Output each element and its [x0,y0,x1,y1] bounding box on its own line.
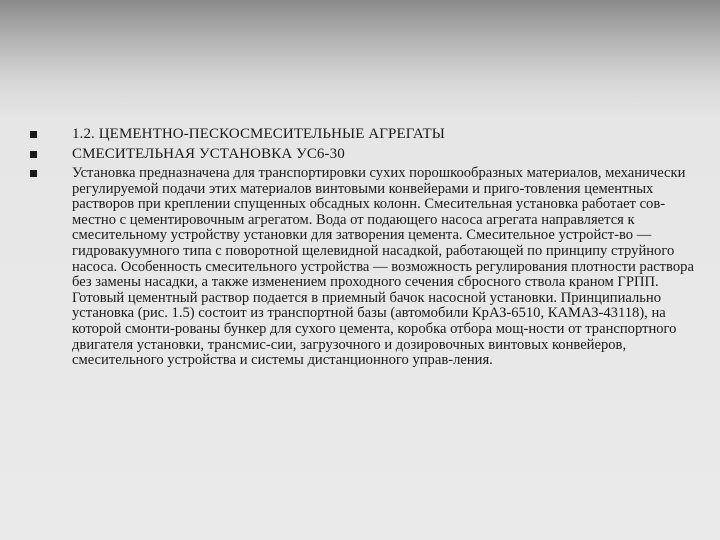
square-bullet-icon [30,170,37,177]
section-title: 1.2. ЦЕМЕНТНО-ПЕСКОСМЕСИТЕЛЬНЫЕ АГРЕГАТЫ [72,126,445,142]
square-bullet-icon [30,151,37,158]
bullet-item-description [30,166,702,369]
bullet-list [30,126,702,369]
square-bullet-icon [30,131,37,138]
unit-title: СМЕСИТЕЛЬНАЯ УСТАНОВКА УС6-30 [72,146,345,162]
bullet-item-unit-title [30,146,702,163]
bullet-item-section-title [30,126,702,143]
description-paragraph: Установка предназначена для транспортировки сухих порошкообразных материалов, механически регулируемой подачи этих материалов винтовыми конвейерами и приго-товления цементных растворов при креплении спущенных обсадных колонн. Смесительная установка работает сов-местно с цементировочным агрегатом. Вода от подающего насоса агрегата направляется к смесительному устройству установки для затворения цемента. Смесительное устройст-во —гидровакуумного типа с поворотной щелевидной насадкой, работающей по принципу струйного насоса. Особенность смесительного устройства — возможность регулирования плотности раствора без замены насадки, а также изменением проходного сечения сбросного ствола краном ГРПП. Готовый цементный раствор подается в приемный бачок насосной установки. Принципиально установка (рис. 1.5) состоит из транспортной базы (автомобили КрАЗ-6510, КАМАЗ-43118), на которой смонти-рованы бункер для сухого цемента, коробка отбора мощ-ности от транспортного двигателя установки, трансмис-сии, загрузочного и дозировочных винтовых конвейеров, смесительного устройства и системы дистанционного управ-ления. [72,165,694,369]
